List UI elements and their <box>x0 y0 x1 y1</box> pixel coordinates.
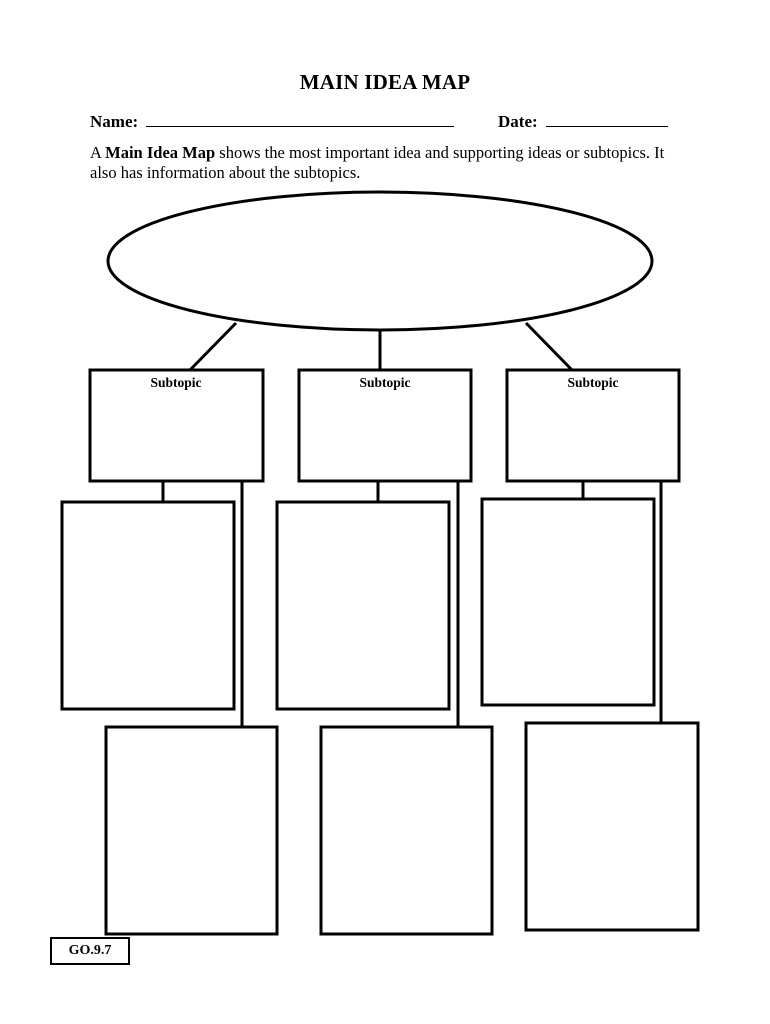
intro-prefix: A <box>90 143 106 162</box>
connector-oval-to-subtopic-3 <box>526 323 572 370</box>
detail-box-2a[interactable] <box>277 502 449 709</box>
intro-suffix: shows the most important idea and supporting ideas or subtopics. It also has information about the subtopics. <box>90 143 665 182</box>
detail-box-1b[interactable] <box>106 727 277 934</box>
name-label: Name: <box>90 112 139 131</box>
page-title: MAIN IDEA MAP <box>299 70 471 94</box>
form-code-label: GO.9.7 <box>50 937 130 965</box>
subtopic-label-1: Subtopic <box>150 375 202 390</box>
detail-box-1a[interactable] <box>62 502 234 709</box>
detail-box-3a[interactable] <box>482 499 654 705</box>
main-idea-oval[interactable] <box>108 192 652 330</box>
date-label: Date: <box>498 112 538 131</box>
detail-box-3b[interactable] <box>526 723 698 930</box>
detail-box-2b[interactable] <box>321 727 492 934</box>
connector-oval-to-subtopic-1 <box>190 323 236 370</box>
subtopic-label-3: Subtopic <box>567 375 619 390</box>
subtopic-label-2: Subtopic <box>359 375 411 390</box>
intro-bold-term: Main Idea Map <box>105 143 216 162</box>
